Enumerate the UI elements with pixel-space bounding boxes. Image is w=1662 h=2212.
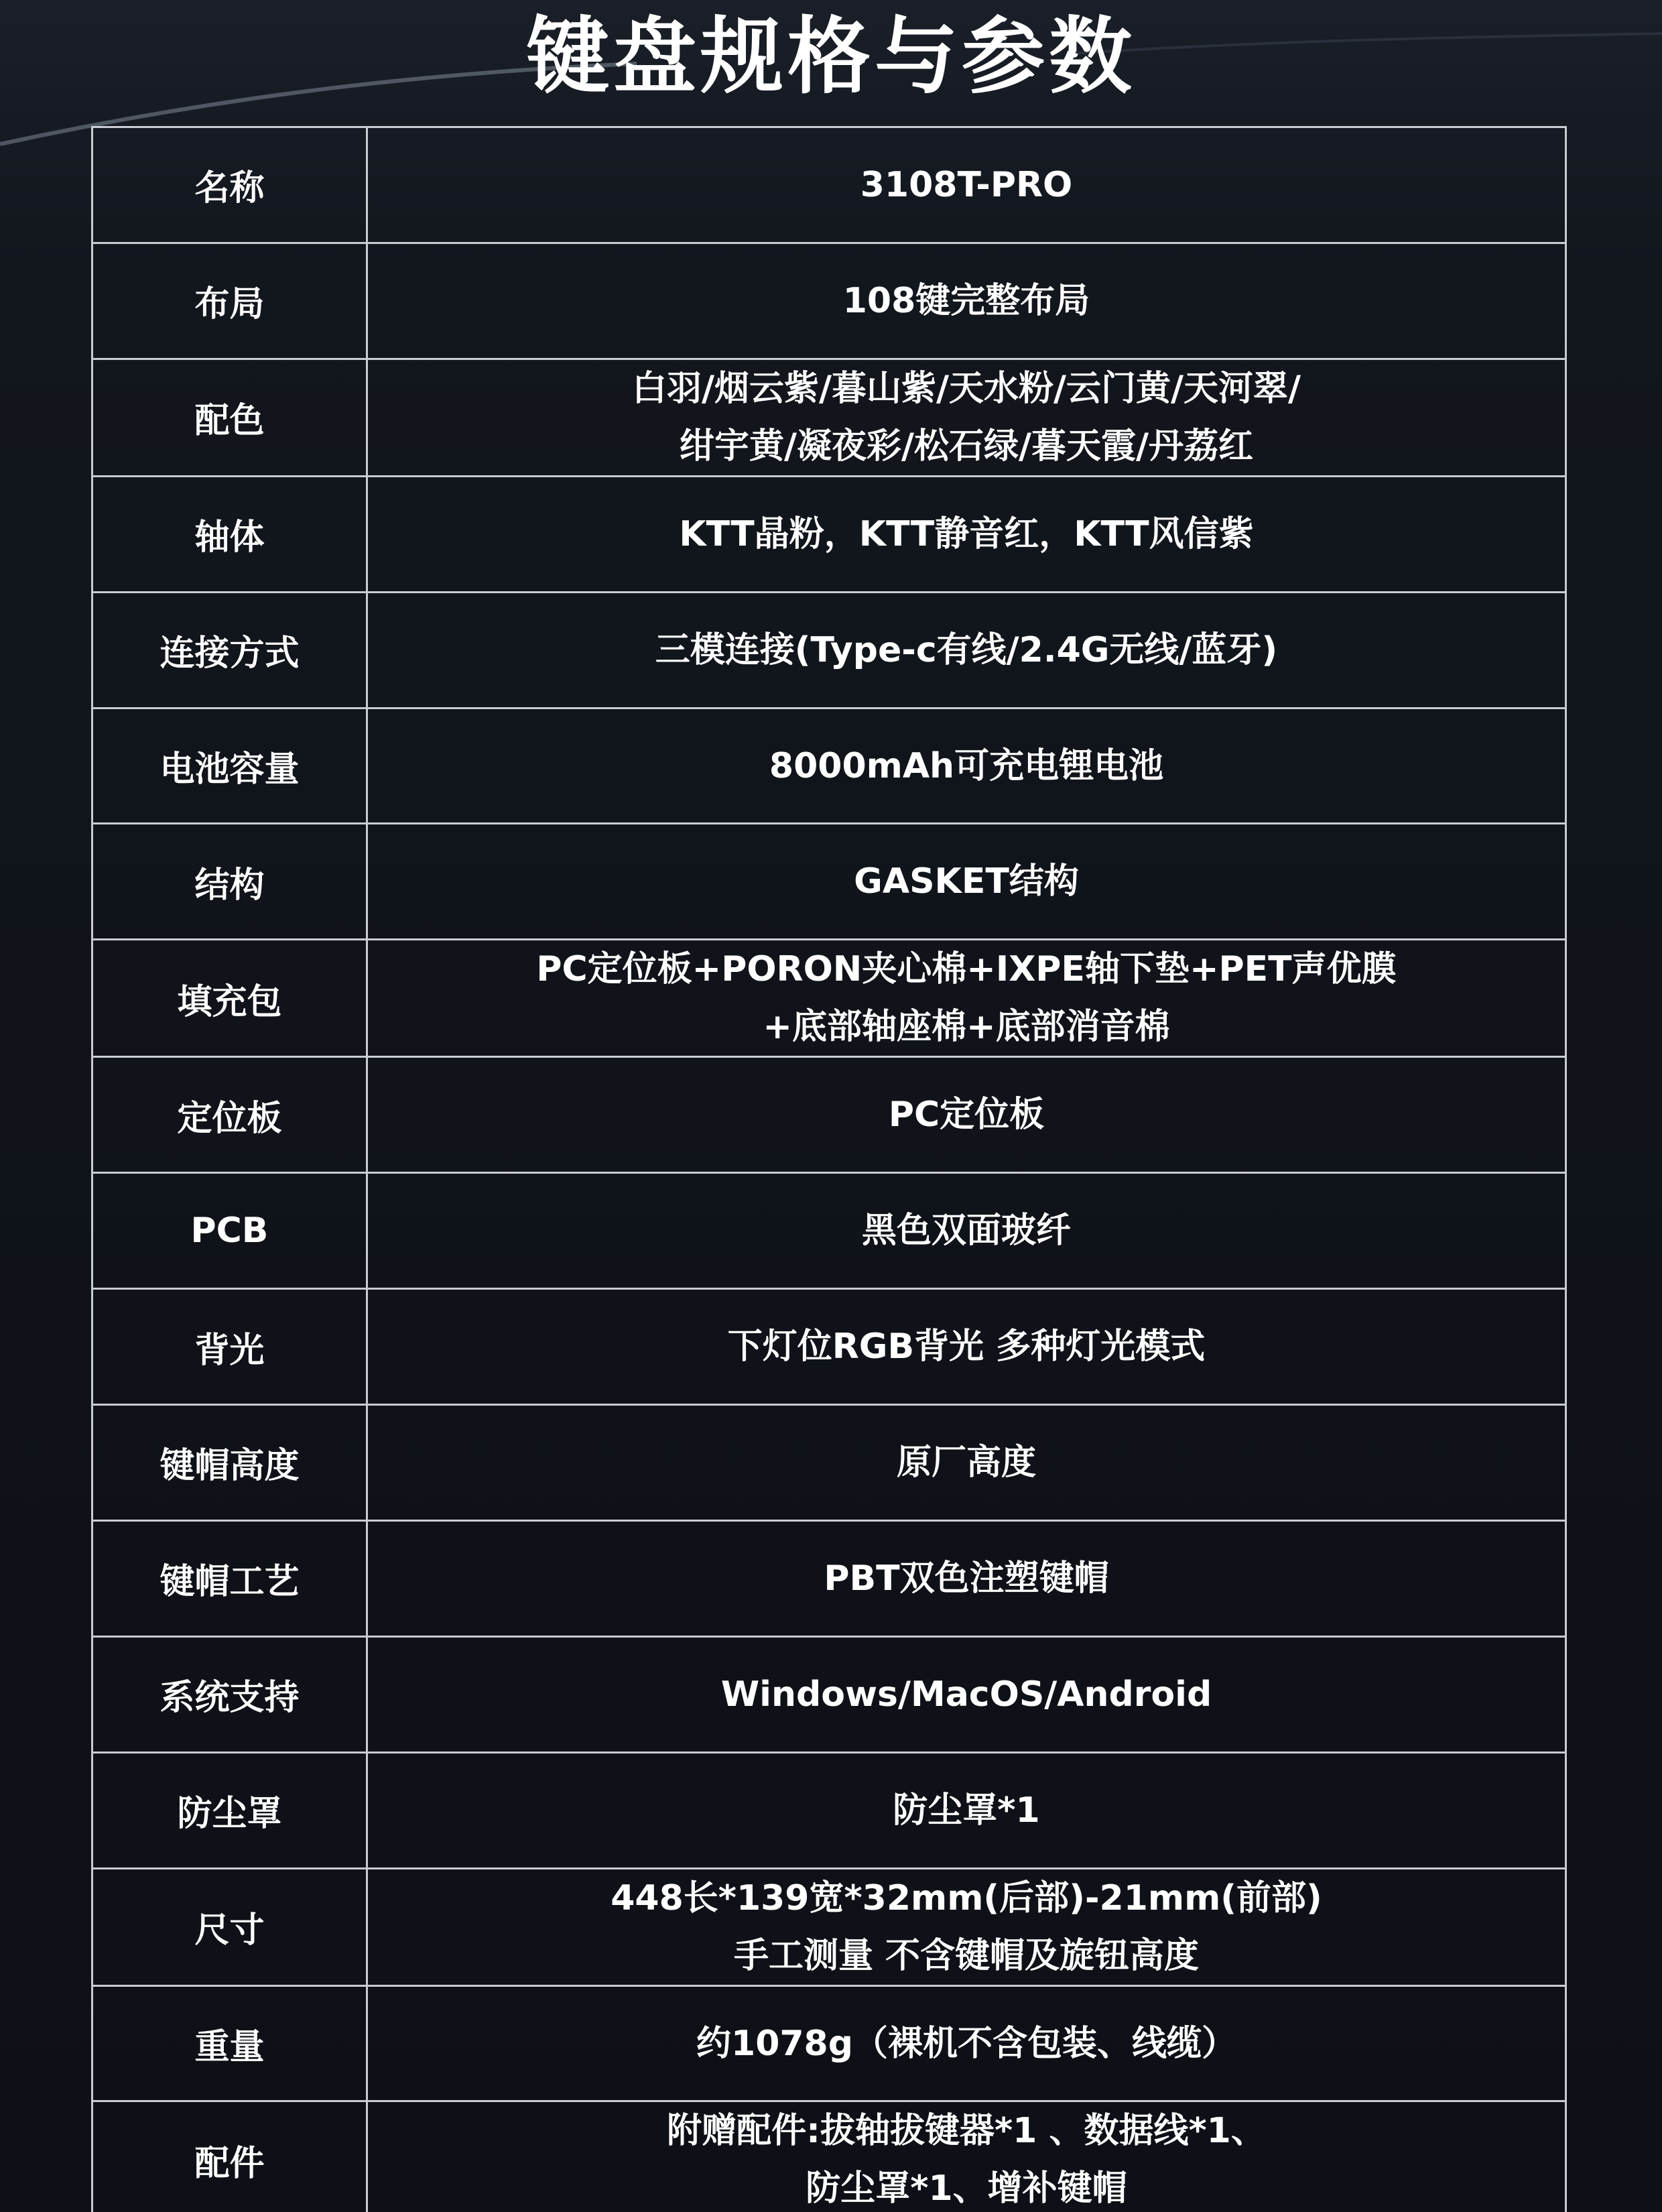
spec-row bbox=[92, 359, 1566, 476]
spec-label: 背光 bbox=[92, 1289, 367, 1405]
spec-row bbox=[92, 476, 1566, 592]
spec-label: 防尘罩 bbox=[92, 1752, 367, 1868]
page-title: 键盘规格与参数 bbox=[525, 9, 1136, 105]
spec-label: 轴体 bbox=[92, 476, 367, 592]
spec-value bbox=[367, 1173, 1566, 1289]
spec-label: 重量 bbox=[92, 1985, 367, 2101]
spec-row bbox=[92, 708, 1566, 824]
spec-value-line: 黑色双面玻纤 bbox=[861, 1211, 1071, 1251]
spec-value-line: +底部轴座棉+底部消音棉 bbox=[763, 1007, 1170, 1048]
spec-value-line: Windows/MacOS/Android bbox=[720, 1674, 1212, 1715]
spec-row bbox=[92, 1985, 1566, 2101]
spec-label: 定位板 bbox=[92, 1057, 367, 1173]
spec-value bbox=[367, 1752, 1566, 1868]
spec-label: 布局 bbox=[92, 243, 367, 359]
spec-value bbox=[367, 592, 1566, 708]
spec-table bbox=[91, 126, 1567, 2212]
spec-row bbox=[92, 1520, 1566, 1636]
spec-value-line: PBT双色注塑键帽 bbox=[824, 1558, 1109, 1599]
spec-value-line: 防尘罩*1 bbox=[893, 1790, 1040, 1831]
spec-row bbox=[92, 824, 1566, 940]
spec-value bbox=[367, 1985, 1566, 2101]
spec-value bbox=[367, 127, 1566, 243]
spec-value bbox=[367, 1636, 1566, 1752]
spec-value-line: 白羽/烟云紫/暮山紫/天水粉/云门黄/天河翠/ bbox=[632, 368, 1301, 409]
spec-value bbox=[367, 1868, 1566, 1985]
spec-value bbox=[367, 476, 1566, 592]
spec-label: 名称 bbox=[92, 127, 367, 243]
spec-value-line: 防尘罩*1、增补键帽 bbox=[806, 2168, 1127, 2209]
spec-row bbox=[92, 1289, 1566, 1405]
spec-label: 结构 bbox=[92, 824, 367, 940]
spec-value-line: 手工测量 不含键帽及旋钮高度 bbox=[733, 1935, 1200, 1976]
spec-label: 电池容量 bbox=[92, 708, 367, 824]
spec-row bbox=[92, 2101, 1566, 2212]
spec-label: 尺寸 bbox=[92, 1868, 367, 1985]
spec-value-line: 原厂高度 bbox=[896, 1442, 1036, 1483]
spec-value-line: 约1078g（裸机不含包装、线缆） bbox=[696, 2023, 1236, 2064]
spec-value-line: 下灯位RGB背光 多种灯光模式 bbox=[727, 1327, 1206, 1367]
spec-label: 键帽高度 bbox=[92, 1405, 367, 1521]
spec-label: 键帽工艺 bbox=[92, 1520, 367, 1636]
spec-value-line: 3108T-PRO bbox=[860, 164, 1073, 205]
spec-row bbox=[92, 1057, 1566, 1173]
spec-value-line: 三模连接(Type-c有线/2.4G无线/蓝牙) bbox=[655, 629, 1278, 670]
spec-label: 配色 bbox=[92, 359, 367, 476]
spec-value-line: 448长*139宽*32mm(后部)-21mm(前部) bbox=[611, 1878, 1322, 1918]
spec-table-body bbox=[92, 127, 1566, 2212]
spec-value-line: 附赠配件:拔轴拔键器*1 、数据线*1、 bbox=[667, 2111, 1266, 2152]
spec-value-line: GASKET结构 bbox=[854, 861, 1079, 902]
spec-row bbox=[92, 127, 1566, 243]
spec-value bbox=[367, 2101, 1566, 2212]
spec-label: 填充包 bbox=[92, 940, 367, 1057]
spec-row bbox=[92, 1752, 1566, 1868]
spec-row bbox=[92, 592, 1566, 708]
spec-value bbox=[367, 1057, 1566, 1173]
spec-value-line: KTT晶粉，KTT静音红，KTT风信紫 bbox=[679, 513, 1254, 554]
spec-value bbox=[367, 940, 1566, 1057]
spec-value bbox=[367, 1405, 1566, 1521]
spec-value bbox=[367, 824, 1566, 940]
spec-value-line: PC定位板+PORON夹心棉+IXPE轴下垫+PET声优膜 bbox=[536, 949, 1397, 990]
spec-value bbox=[367, 1520, 1566, 1636]
spec-row bbox=[92, 1405, 1566, 1521]
spec-value bbox=[367, 359, 1566, 476]
spec-row bbox=[92, 243, 1566, 359]
spec-value bbox=[367, 708, 1566, 824]
spec-label: 连接方式 bbox=[92, 592, 367, 708]
spec-value-line: PC定位板 bbox=[888, 1095, 1045, 1135]
spec-row bbox=[92, 1173, 1566, 1289]
spec-value bbox=[367, 1289, 1566, 1405]
spec-label: PCB bbox=[92, 1173, 367, 1289]
spec-value-line: 108键完整布局 bbox=[842, 280, 1090, 321]
spec-row bbox=[92, 1868, 1566, 1985]
spec-label: 系统支持 bbox=[92, 1636, 367, 1752]
spec-row bbox=[92, 940, 1566, 1057]
spec-value-line: 绀宇黄/凝夜彩/松石绿/暮天霞/丹荔红 bbox=[680, 426, 1253, 467]
spec-label: 配件 bbox=[92, 2101, 367, 2212]
spec-value-line: 8000mAh可充电锂电池 bbox=[769, 745, 1164, 786]
spec-row bbox=[92, 1636, 1566, 1752]
spec-value bbox=[367, 243, 1566, 359]
